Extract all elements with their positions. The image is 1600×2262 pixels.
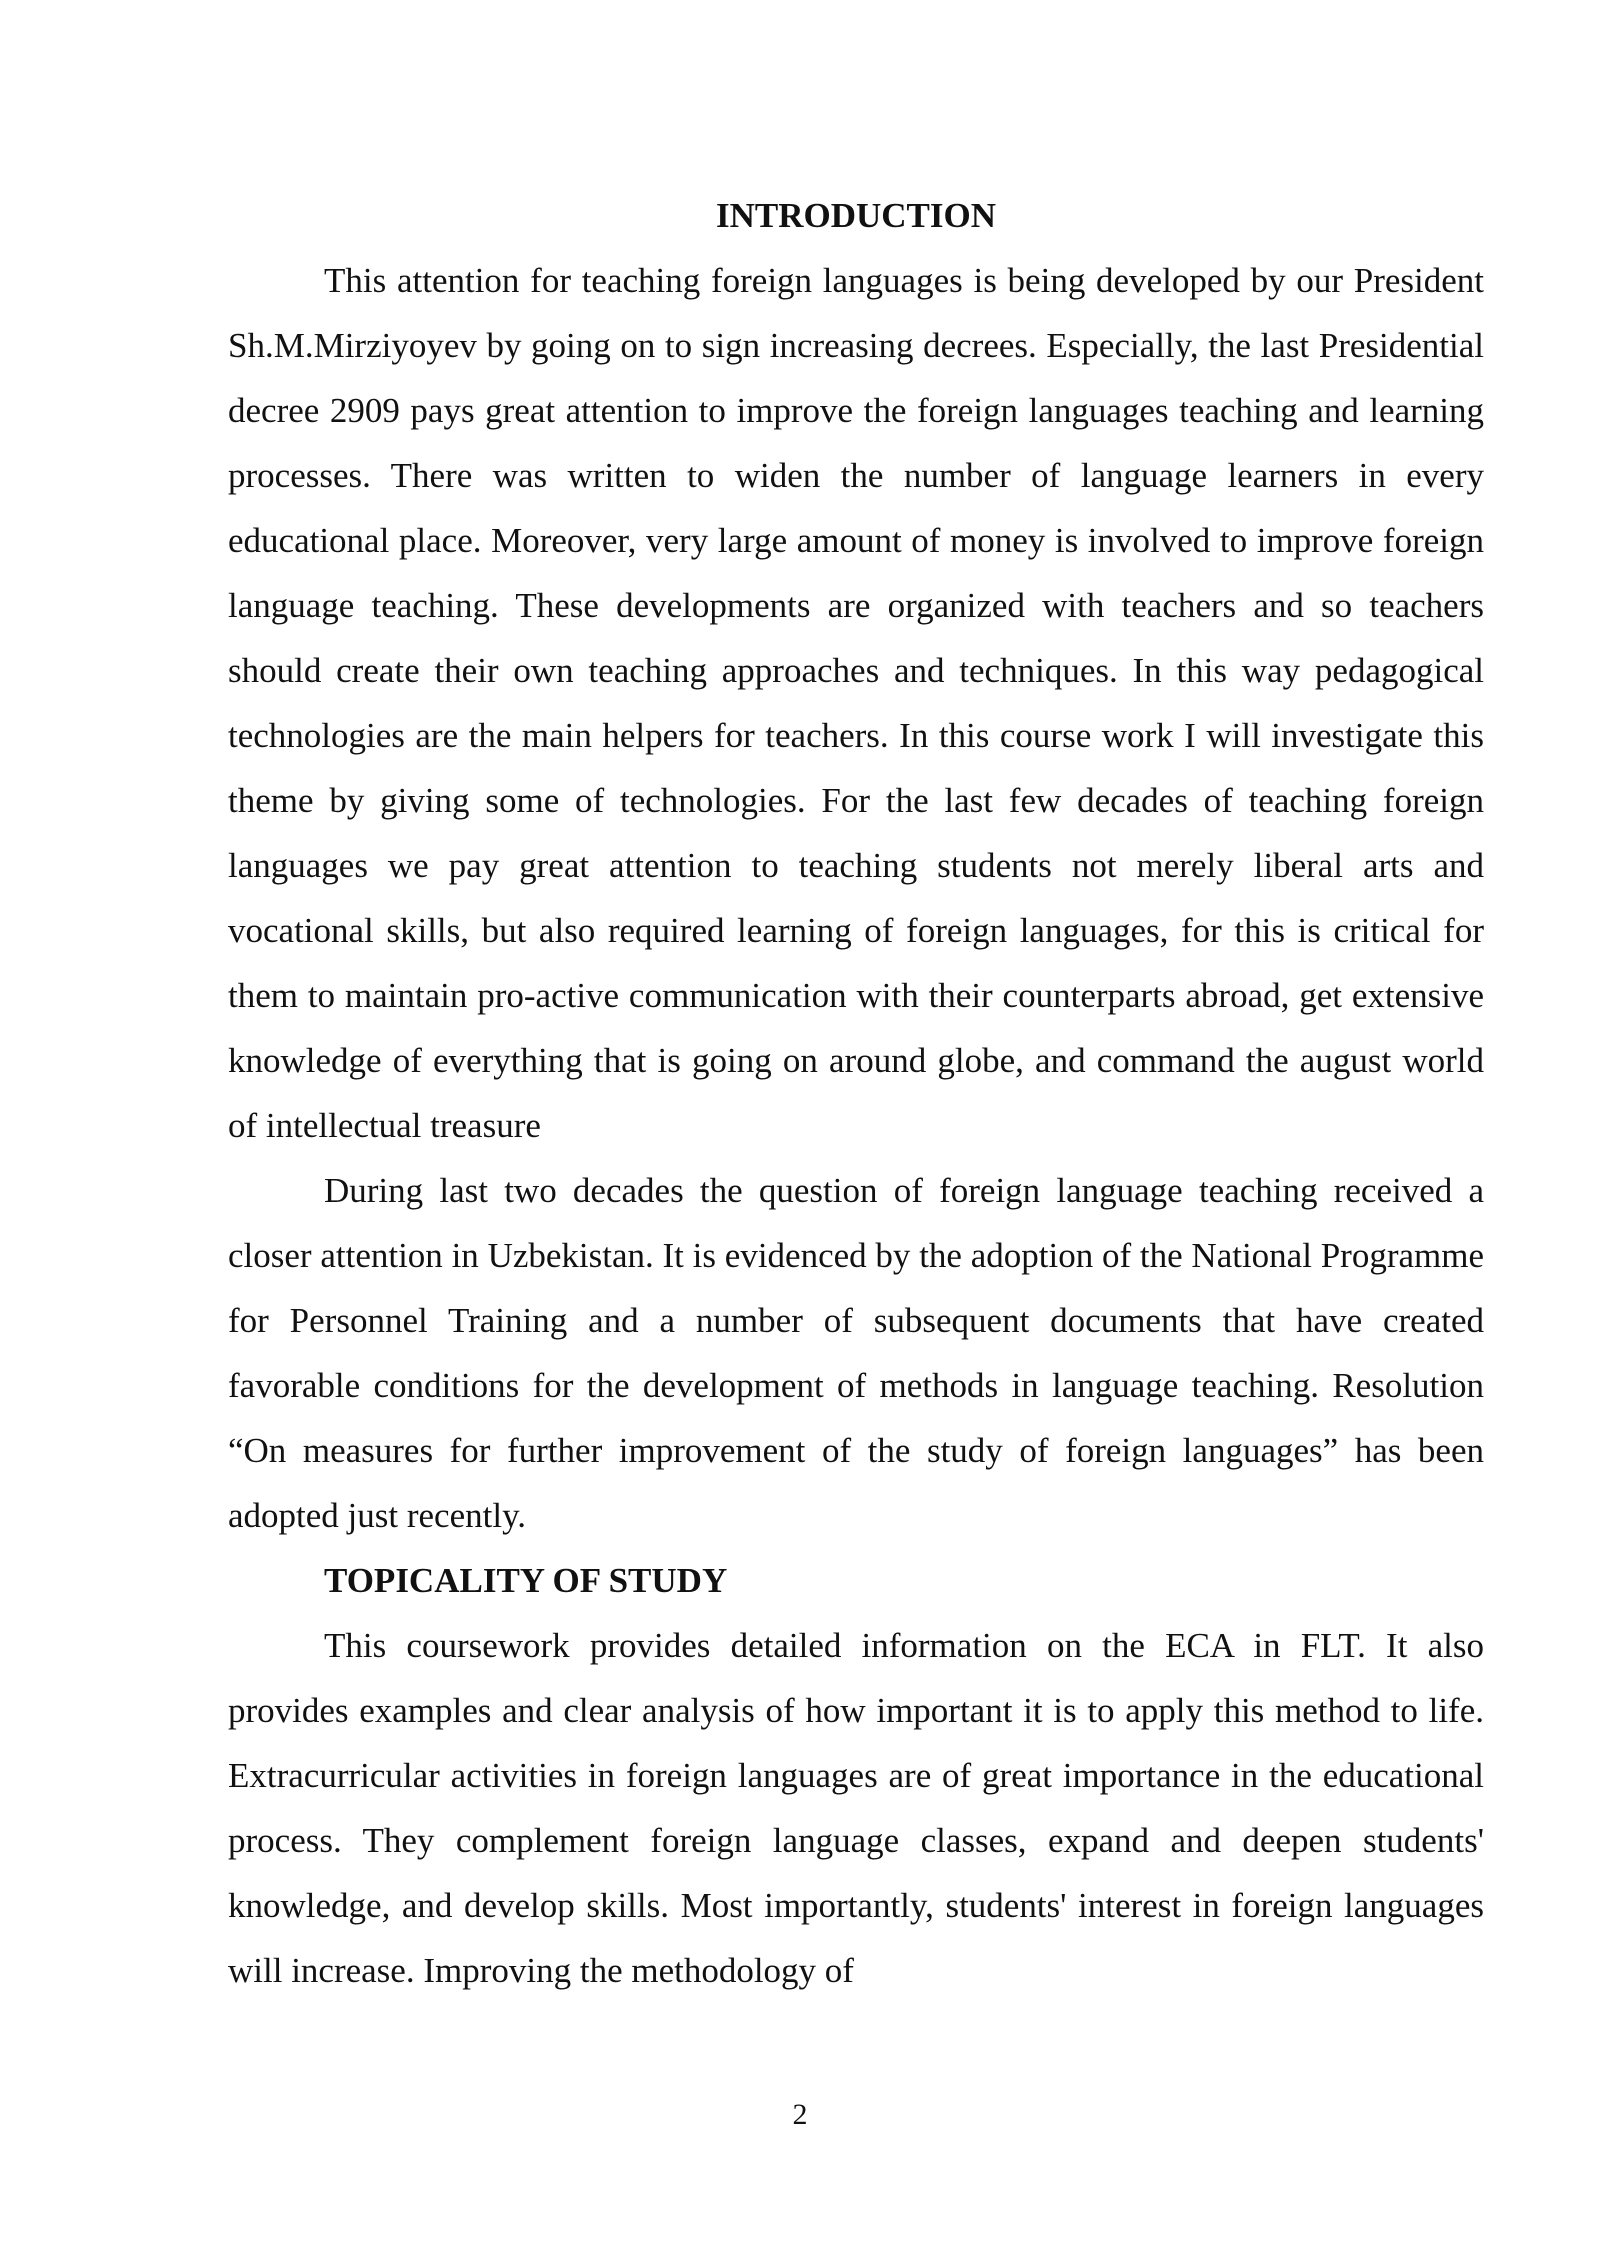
page-number: 2 bbox=[792, 2098, 808, 2131]
page-content bbox=[228, 188, 1484, 2003]
topicality-paragraph: This coursework provides detailed information on the ECA in FLT. It also provides examples and clear analysis of how important it is to apply this method to life. Extracurricular activities in foreign languages are of great importance in the educational process. They complement foreign language classes, expand and deepen students' knowledge, and develop skills. Most importantly, students' interest in foreign languages will increase. Improving the methodology of bbox=[228, 1626, 1484, 1990]
introduction-paragraph-2: During last two decades the question of foreign language teaching received a closer attention in Uzbekistan. It is evidenced by the adoption of the National Programme for Personnel Training and a number of subsequent documents that have created favorable conditions for the development of methods in language teaching. Resolution “On measures for further improvement of the study of foreign languages” has been adopted just recently. bbox=[228, 1171, 1484, 1535]
section-heading-topicality: TOPICALITY OF STUDY bbox=[324, 1561, 728, 1600]
introduction-paragraph-1: This attention for teaching foreign languages is being developed by our President Sh.M.Mirziyoyev by going on to sign increasing decrees. Especially, the last Presidential decree 2909 pays great attention to improve the foreign languages teaching and learning processes. There was written to widen the number of language learners in every educational place. Moreover, very large amount of money is involved to improve foreign language teaching. These developments are organized with teachers and so teachers should create their own teaching approaches and techniques. In this way pedagogical technologies are the main helpers for teachers. In this course work I will investigate this theme by giving some of technologies. For the last few decades of teaching foreign languages we pay great attention to teaching students not merely liberal arts and vocational skills, but also required learning of foreign languages, for this is critical for them to maintain pro-active communication with their counterparts abroad, get extensive knowledge of everything that is going on around globe, and command the august world of intellectual treasure bbox=[228, 261, 1484, 1145]
page-title: INTRODUCTION bbox=[715, 196, 997, 235]
